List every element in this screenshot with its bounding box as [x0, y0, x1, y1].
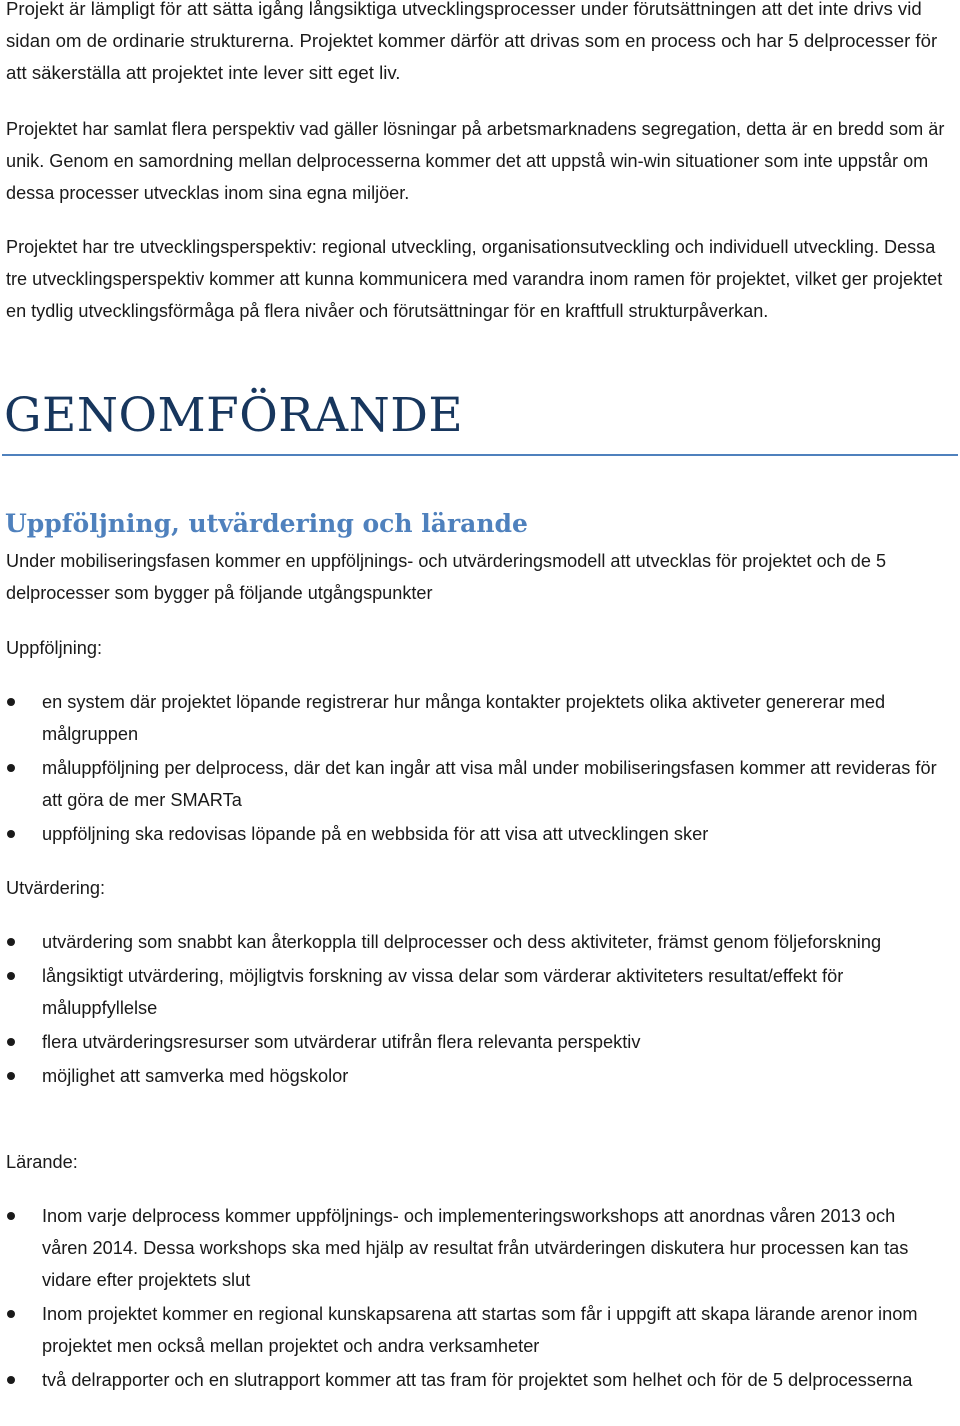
list-item-text: Inom varje delprocess kommer uppföljnings- och implementeringsworkshops att anordnas våren 2013 och våren 2014. Dessa workshops ska med hjälp av resultat från utvärderingen diskutera hur processen kan tas vidare efter projektets slut	[42, 1206, 909, 1290]
list-item	[0, 752, 942, 816]
list-item-text: utvärdering som snabbt kan återkoppla till delprocesser och dess aktiviteter, främst genom följeforskning	[42, 932, 882, 952]
list-item-text: en system där projektet löpande registrerar hur många kontakter projektets olika aktiveter genererar med målgruppen	[42, 692, 886, 744]
intro-paragraph-1: Projekt är lämpligt för att sätta igång långsiktiga utvecklingsprocesser under förutsättningen att det inte drivs vid sidan om de ordinarie strukturerna. Projektet kommer därför att drivas som en process och har 5 delprocesser för att säkerställa att projektet inte lever sitt eget liv.	[6, 0, 938, 83]
list-item	[0, 686, 942, 750]
intro-paragraph-2: Projektet har samlat flera perspektiv vad gäller lösningar på arbetsmarknadens segregation, detta är en bredd som är unik. Genom en samordning mellan delprocesserna kommer det att uppstå win-win situationer som inte uppstår om dessa processer utvecklas inom sina egna miljöer.	[6, 119, 945, 203]
bullet-icon	[7, 1376, 15, 1384]
list-item	[0, 960, 942, 1024]
list-item	[0, 1026, 942, 1058]
subsection-heading: Uppföljning, utvärdering och lärande	[5, 509, 528, 538]
learning-list	[0, 1200, 960, 1398]
followup-list	[0, 686, 960, 852]
bullet-icon	[7, 764, 15, 772]
evaluation-label: Utvärdering:	[6, 878, 106, 898]
section-heading-genomforande: GENOMFÖRANDE	[4, 388, 464, 443]
list-item-text: Inom projektet kommer en regional kunskapsarena att startas som får i uppgift att skapa lärande arenor inom projektet men också mellan projektet och andra verksamheter	[42, 1304, 918, 1356]
subsection-lead-paragraph: Under mobiliseringsfasen kommer en uppföljnings- och utvärderingsmodell att utvecklas för projektet och de 5 delprocesser som bygger på följande utgångspunkter	[6, 551, 887, 603]
list-item-text: långsiktigt utvärdering, möjligtvis forskning av vissa delar som värderar aktiviteters resultat/effekt för måluppfyllelse	[42, 966, 844, 1018]
list-item-text: möjlighet att samverka med högskolor	[42, 1066, 349, 1086]
list-item	[0, 926, 942, 958]
list-item	[0, 1060, 942, 1092]
list-item	[0, 1200, 942, 1296]
bullet-icon	[7, 830, 15, 838]
bullet-icon	[7, 1038, 15, 1046]
list-item-text: måluppföljning per delprocess, där det kan ingår att visa mål under mobiliseringsfasen kommer att revideras för att göra de mer SMARTa	[42, 758, 937, 810]
list-item-text: två delrapporter och en slutrapport kommer att tas fram för projektet som helhet och för de 5 delprocesserna	[42, 1370, 913, 1390]
list-item	[0, 1298, 942, 1362]
evaluation-list	[0, 926, 960, 1094]
learning-label: Lärande:	[6, 1152, 78, 1172]
list-item-text: uppföljning ska redovisas löpande på en webbsida för att visa att utvecklingen sker	[42, 824, 709, 844]
list-item	[0, 818, 942, 850]
bullet-icon	[7, 1310, 15, 1318]
followup-label: Uppföljning:	[6, 638, 103, 658]
list-item	[0, 1364, 942, 1396]
bullet-icon	[7, 938, 15, 946]
bullet-icon	[7, 1212, 15, 1220]
bullet-icon	[7, 1072, 15, 1080]
bullet-icon	[7, 972, 15, 980]
list-item-text: flera utvärderingsresurser som utvärderar utifrån flera relevanta perspektiv	[42, 1032, 641, 1052]
heading-underline-rule	[2, 454, 958, 456]
bullet-icon	[7, 698, 15, 706]
intro-paragraph-3: Projektet har tre utvecklingsperspektiv: regional utveckling, organisationsutveckling och individuell utveckling. Dessa tre utvecklingsperspektiv kommer att kunna kommunicera med varandra inom ramen för projektet, vilket ger projektet en tydlig utvecklingsförmåga på flera nivåer och förutsättningar för en kraftfull strukturpåverkan.	[6, 237, 943, 321]
